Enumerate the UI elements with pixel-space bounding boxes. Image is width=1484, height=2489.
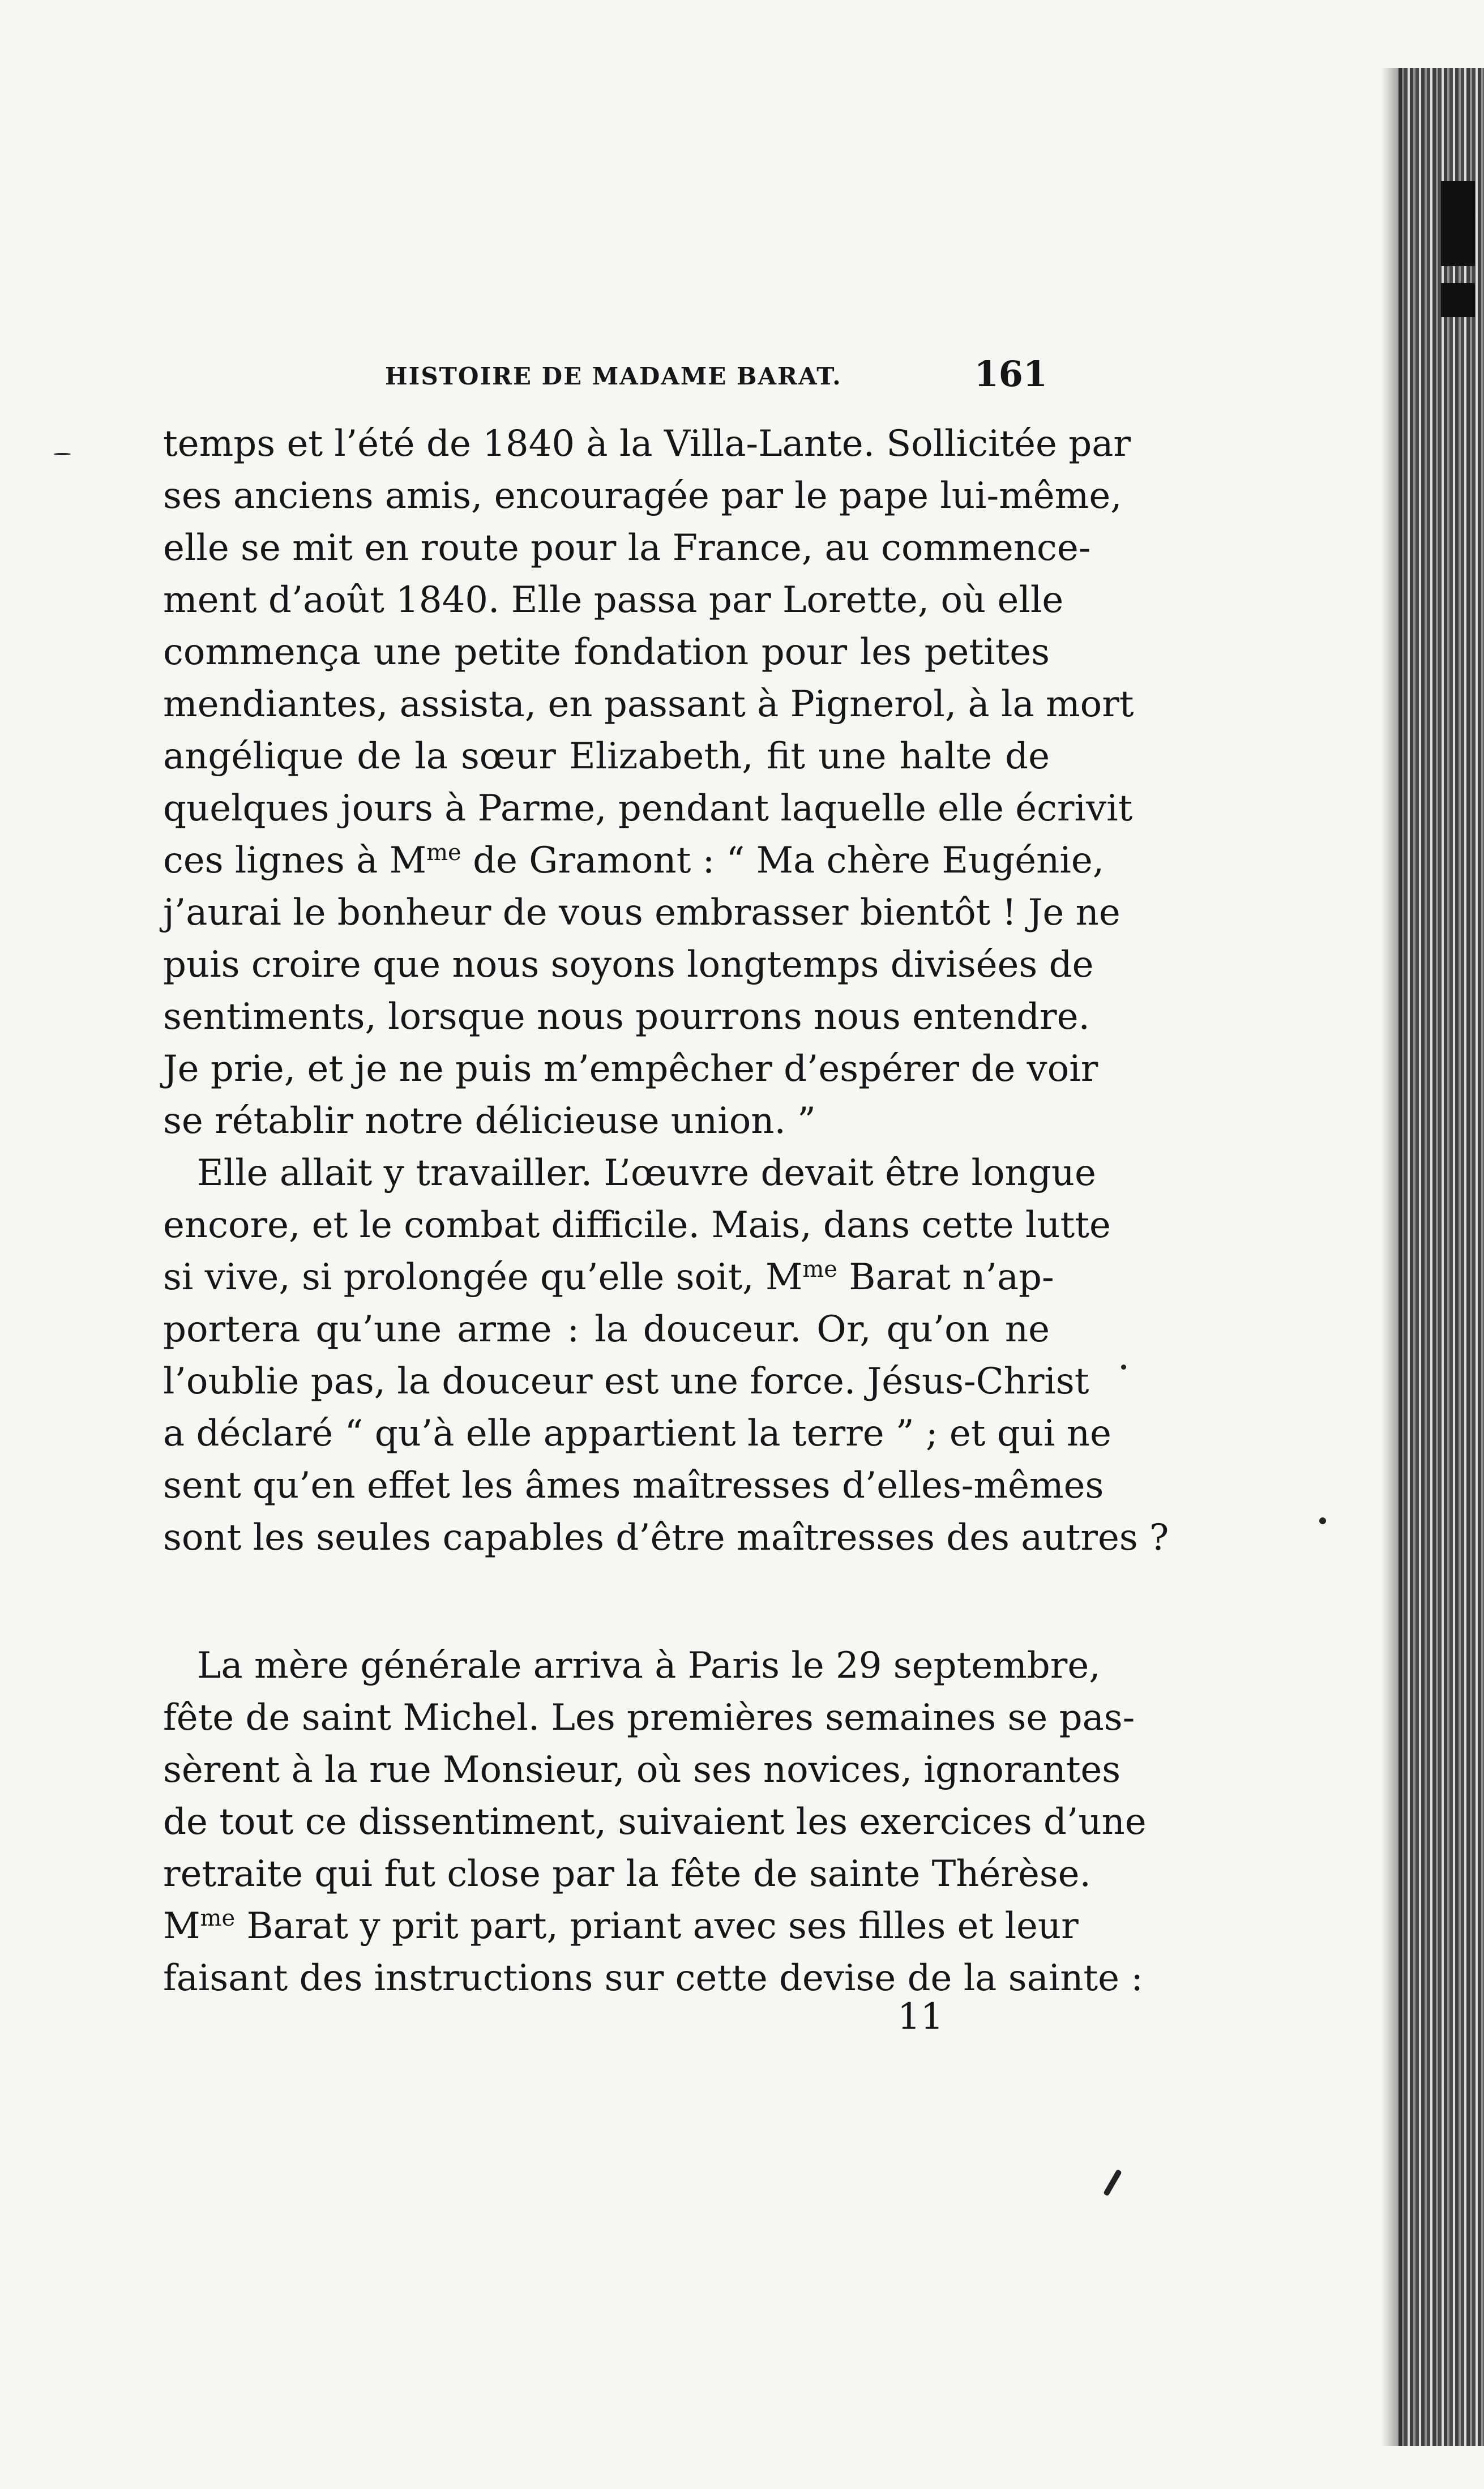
text-line: Je prie, et je ne puis m’empêcher d’espérer de voir [163,1048,1098,1090]
text-line: si vive, si prolongée qu’elle soit, $M^{me}$ Barat n’ap- [163,1256,1054,1298]
text-line: sent qu’en effet les âmes maîtresses d’elles-mêmes [163,1465,1104,1507]
running-title: HISTOIRE DE MADAME BARAT. [385,362,842,390]
text-line: a déclaré “ qu’à elle appartient la terre ” ; et qui ne [163,1413,1111,1455]
text-line: portera qu’une arme : la douceur. Or, qu’on ne [163,1308,1050,1350]
text-line: ces lignes à $M^{me}$ de Gramont : “ Ma chère Eugénie, [163,840,1105,882]
page-number: 161 [974,353,1047,395]
paragraph [163,1147,1169,1564]
signature-mark: 11 [897,1996,944,2038]
text-line: $M^{me}$ Barat y prit part, priant avec ses filles et leur [163,1905,1079,1947]
text-line: j’aurai le bonheur de vous embrasser bientôt ! Je ne [163,892,1121,934]
text-line: mendiantes, assista, en passant à Pignerol, à la mort [163,683,1134,725]
text-line: fête de saint Michel. Les premières semaines se pas- [163,1697,1135,1739]
text-line: retraite qui fut close par la fête de sainte Thérèse. [163,1853,1091,1895]
text-line: quelques jours à Parme, pendant laquelle elle écrivit [163,788,1133,829]
scan-speck [1319,1517,1326,1524]
text-line: angélique de la sœur Elizabeth, fit une halte de [163,735,1050,777]
scan-speck [54,453,71,455]
text-line: sentiments, lorsque nous pourrons nous entendre. [163,996,1090,1038]
scan-speck [1121,1365,1126,1370]
text-line: se rétablir notre délicieuse union. ” [163,1100,816,1142]
text-line: l’oublie pas, la douceur est une force. Jésus-Christ [163,1361,1089,1402]
text-line: sont les seules capables d’être maîtresses des autres ? [163,1517,1169,1559]
text-line: puis croire que nous soyons longtemps divisées de [163,944,1094,986]
text-line: sèrent à la rue Monsieur, où ses novices, ignorantes [163,1749,1121,1791]
paragraph [163,418,1134,1147]
text-line: ses anciens amis, encouragée par le pape lui-même, [163,475,1122,517]
text-line: La mère générale arriva à Paris le 29 septembre, [197,1645,1101,1687]
binding-mark [1441,181,1475,266]
text-line: temps et l’été de 1840 à la Villa-Lante. Sollicitée par [163,423,1131,465]
text-line: encore, et le combat difficile. Mais, dans cette lutte [163,1204,1111,1246]
binding-mark [1441,283,1475,317]
running-header [164,353,1047,396]
text-line: elle se mit en route pour la France, au commence- [163,527,1091,569]
text-line: faisant des instructions sur cette devise de la sainte : [163,1957,1143,1999]
text-line: ment d’août 1840. Elle passa par Lorette, où elle [163,579,1064,621]
scan-speck [1103,2169,1122,2196]
text-line: de tout ce dissentiment, suivaient les exercices d’une [163,1801,1147,1843]
binding-edge [1399,68,1484,2446]
text-line: commença une petite fondation pour les petites [163,631,1050,673]
paragraph [163,1640,1147,2004]
text-line: Elle allait y travailler. L’œuvre devait être longue [197,1152,1096,1194]
